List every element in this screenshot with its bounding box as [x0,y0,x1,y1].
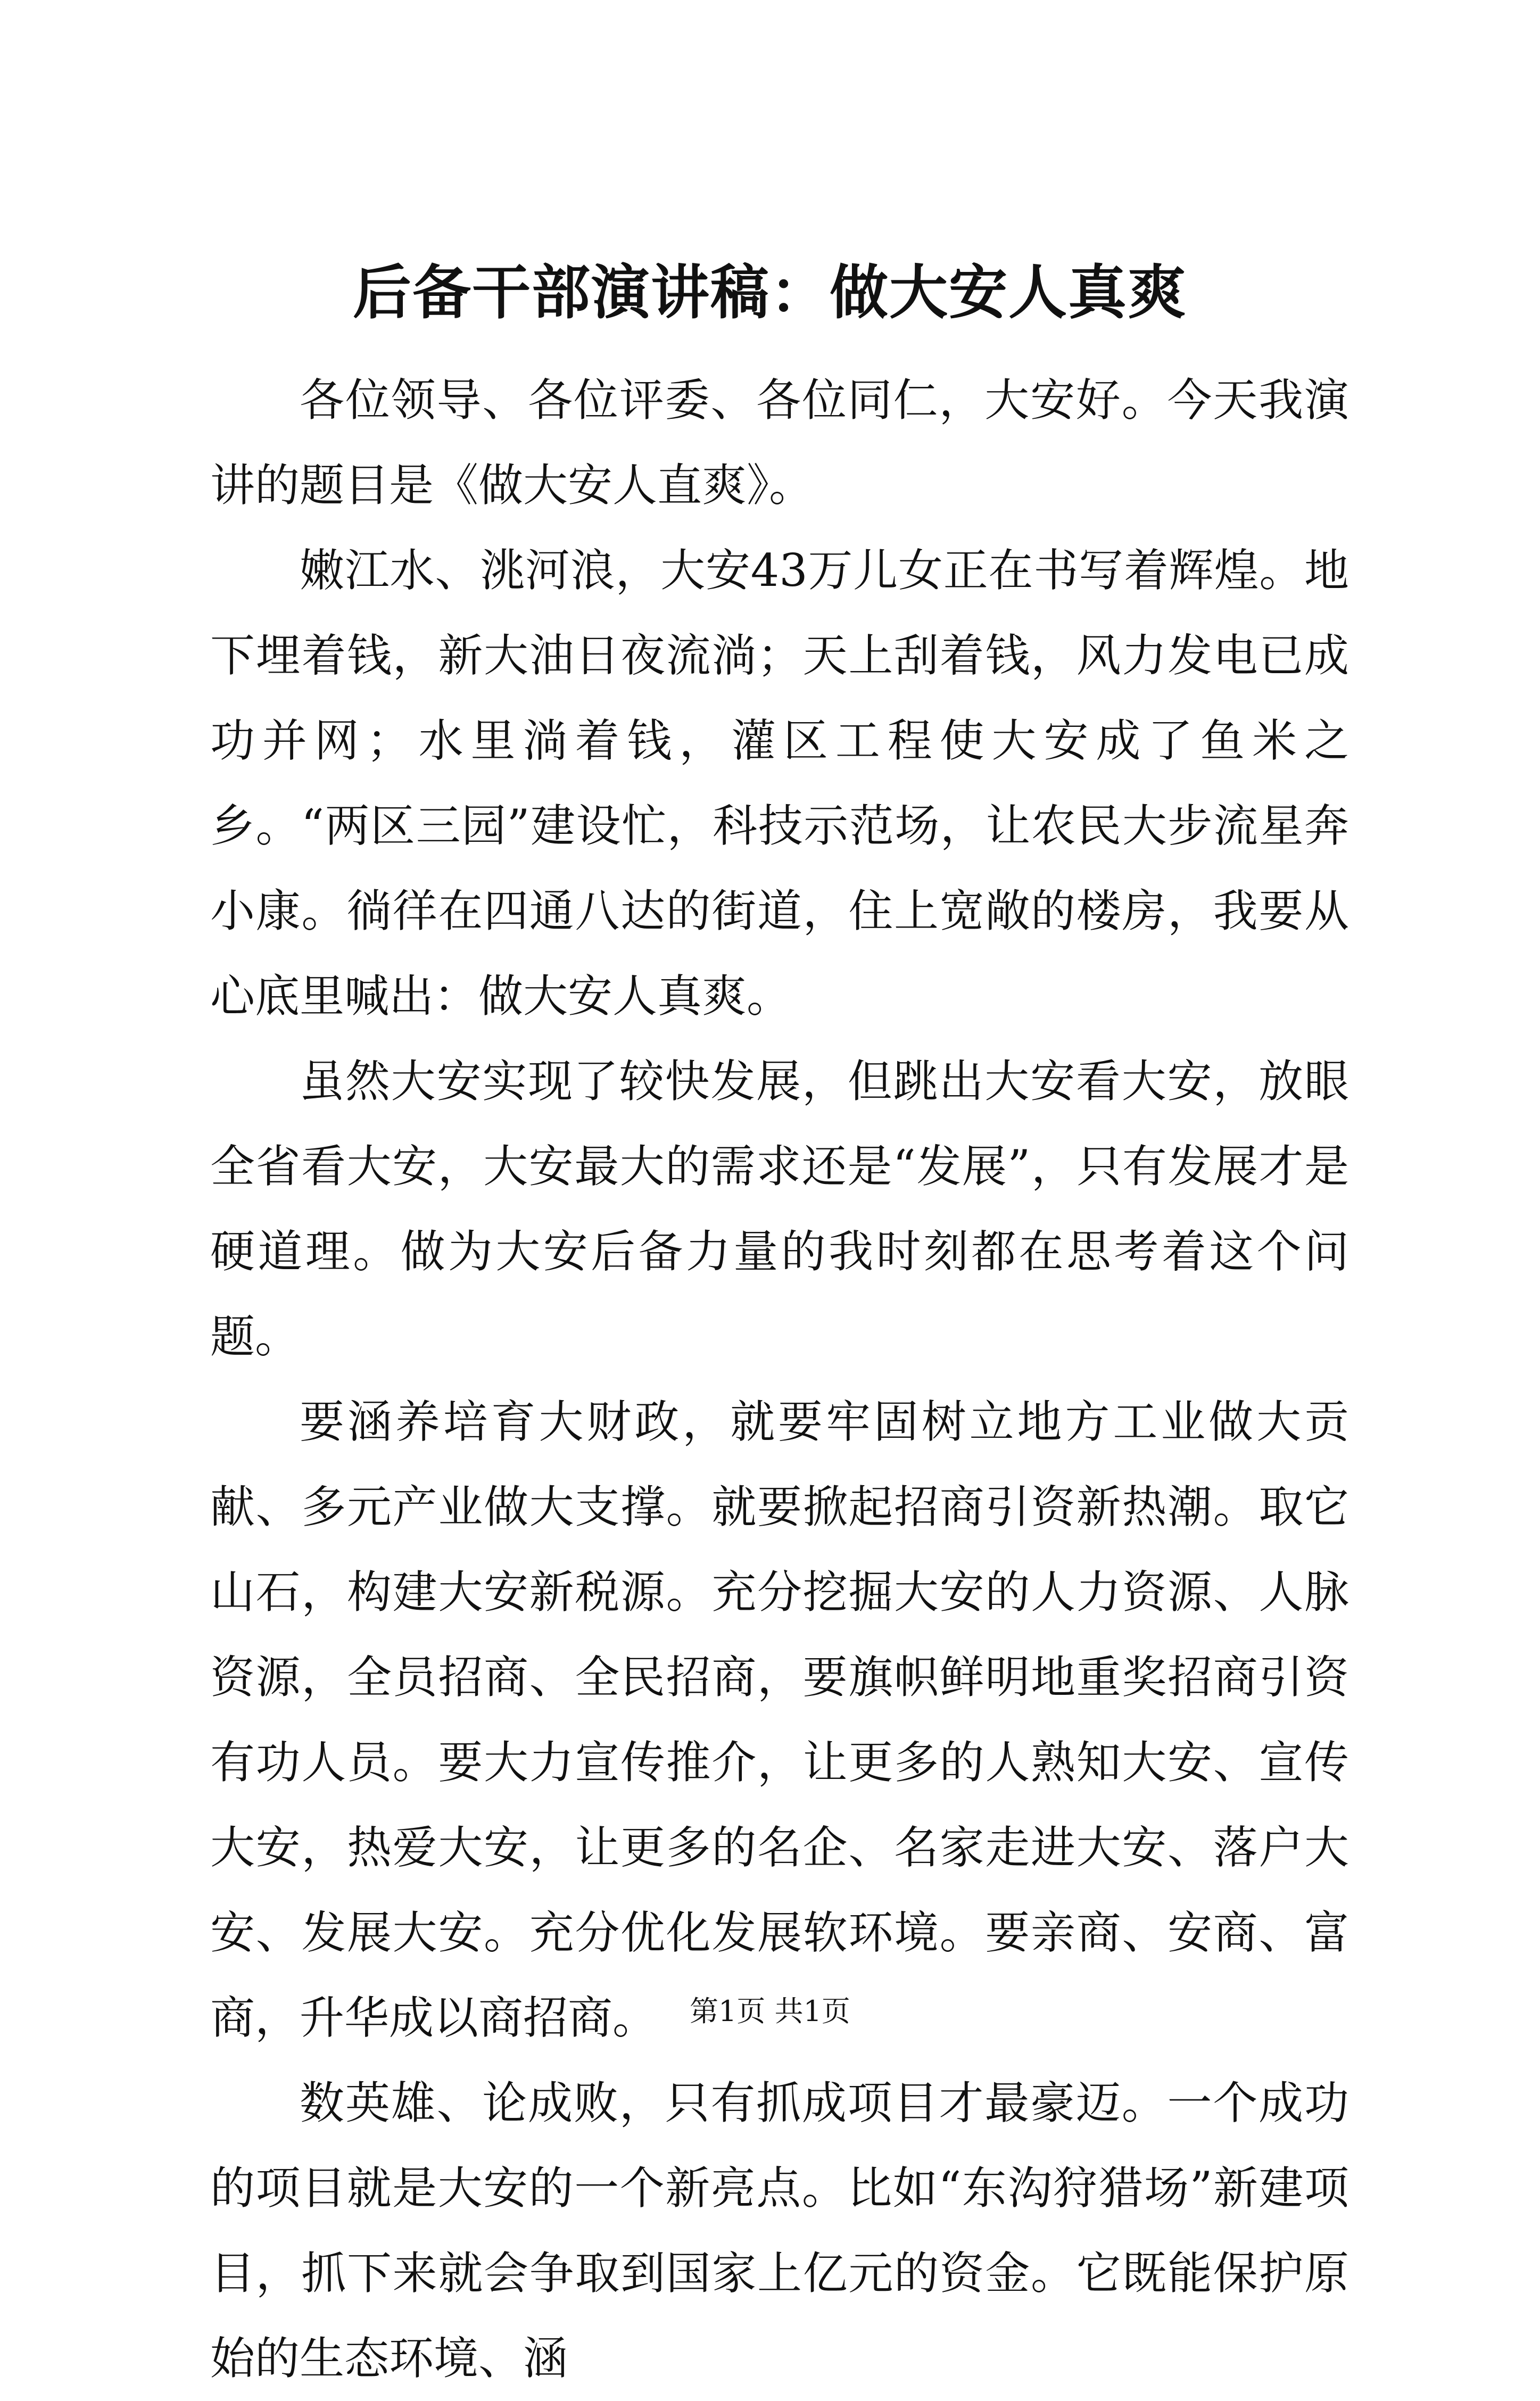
page-footer: 第1页 共1页 [690,1994,850,2028]
paragraph-development: 虽然大安实现了较快发展，但跳出大安看大安，放眼全省看大安，大安最大的需求还是“发展”，只有发展才是硬道理。做为大安后备力量的我时刻都在思考着这个问题。 [210,1055,1349,1363]
paragraph-achievements: 嫩江水、洮河浪，大安43万儿女正在书写着辉煌。地下埋着钱，新大油日夜流淌；天上刮着钱，风力发电已成功并网；水里淌着钱，灌区工程使大安成了鱼米之乡。“两区三园”建设忙，科技示范场，让农民大步流星奔小康。徜徉在四通八达的街道，住上宽敞的楼房，我要从心底里喊出：做大安人真爽。 [210,544,1349,1022]
paragraph-projects: 数英雄、论成败，只有抓成项目才最豪迈。一个成功的项目就是大安的一个新亮点。比如“东沟狩猎场”新建项目，抓下来就会争取到国家上亿元的资金。它既能保护原始的生态环境、涵 [210,2077,1349,2385]
paragraph-greeting: 各位领导、各位评委、各位同仁，大安好。今天我演讲的题目是《做大安人直爽》。 [210,374,1349,511]
paragraph-finance: 要涵养培育大财政，就要牢固树立地方工业做大贡献、多元产业做大支撑。就要掀起招商引资新热潮。取它山石，构建大安新税源。充分挖掘大安的人力资源、人脉资源，全员招商、全民招商，要旗帜鲜明地重奖招商引资有功人员。要大力宣传推介，让更多的人熟知大安、宣传大安，热爱大安，让更多的名企、名家走进大安、落户大安、发展大安。充分优化发展软环境。要亲商、安商、富商，升华成以商招商。 [210,1396,1349,2044]
page-title: 后备干部演讲稿：做大安人真爽 [353,258,1187,327]
document-body [210,358,1349,2401]
